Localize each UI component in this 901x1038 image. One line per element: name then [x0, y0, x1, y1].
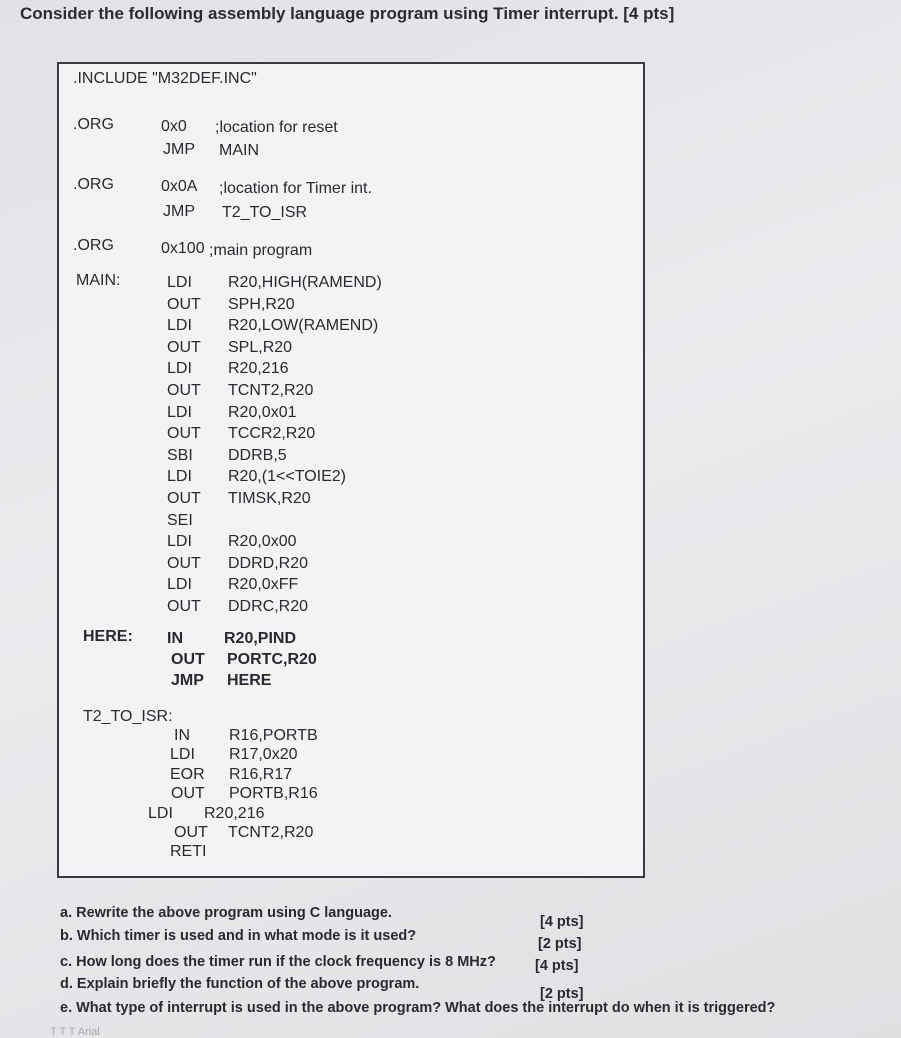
instruction-operand: DDRB,5 — [228, 446, 287, 464]
points-badge: [4 pts] — [540, 914, 584, 930]
instruction-operand: R20,HIGH(RAMEND) — [228, 274, 382, 291]
org-comment: ;main program — [209, 242, 313, 259]
instruction-op: LDI — [148, 804, 173, 822]
instruction-operand: DDRD,R20 — [228, 554, 309, 572]
jmp-op: JMP — [163, 141, 195, 158]
instruction-operand: TCNT2,R20 — [228, 824, 314, 841]
instruction-op: OUT — [167, 382, 201, 399]
instruction-operand: R16,PORTB — [229, 727, 318, 744]
here-label: HERE: — [83, 628, 133, 645]
code-box — [57, 62, 645, 878]
instruction-op: SBI — [167, 446, 193, 464]
instruction-op: OUT — [167, 338, 201, 356]
instruction-operand: TCNT2,R20 — [228, 382, 314, 399]
instruction-op: OUT — [171, 651, 205, 668]
instruction-operand: R20,(1<<TOIE2) — [228, 468, 346, 486]
org-comment: ;location for reset — [215, 119, 338, 136]
main-label: MAIN: — [76, 272, 121, 289]
instruction-op: LDI — [167, 533, 192, 551]
instruction-op: LDI — [167, 403, 192, 421]
instruction-op: JMP — [171, 672, 204, 689]
org-directive: .ORG — [73, 116, 114, 133]
instruction-operand: TIMSK,R20 — [228, 490, 311, 507]
instruction-op: OUT — [167, 490, 201, 507]
question-title: Consider the following assembly language program using Timer interrupt. [4 pts] — [20, 4, 675, 23]
org-comment: ;location for Timer int. — [219, 180, 372, 197]
question-item: b. Which timer is used and in what mode is it used? — [60, 928, 417, 944]
instruction-op: LDI — [167, 576, 192, 594]
instruction-operand: TCCR2,R20 — [228, 425, 316, 443]
instruction-op: EOR — [170, 765, 205, 783]
instruction-op: LDI — [167, 317, 192, 335]
instruction-operand: R20,PIND — [224, 630, 297, 647]
instruction-operand: DDRC,R20 — [228, 598, 309, 615]
org-directive: .ORG — [73, 237, 114, 254]
instruction-operand: R17,0x20 — [229, 746, 298, 764]
instruction-operand: R20,0x01 — [228, 403, 297, 421]
isr-label: T2_TO_ISR: — [83, 708, 173, 725]
jmp-arg: T2_TO_ISR — [222, 204, 308, 221]
instruction-operand: R20,0xFF — [228, 576, 299, 594]
instruction-operand: SPL,R20 — [228, 338, 293, 356]
instruction-operand: PORTB,R16 — [229, 785, 318, 803]
instruction-operand: R20,216 — [228, 360, 289, 378]
points-badge: [2 pts] — [540, 986, 584, 1002]
instruction-operand: SPH,R20 — [228, 295, 295, 313]
instruction-op: IN — [174, 727, 190, 744]
instruction-op: LDI — [170, 746, 195, 764]
instruction-op: OUT — [174, 824, 208, 841]
instruction-op: LDI — [167, 468, 192, 486]
org-address: 0x0 — [161, 118, 187, 135]
instruction-op: OUT — [167, 554, 201, 572]
instruction-op: OUT — [167, 295, 201, 313]
points-badge: [2 pts] — [538, 936, 582, 952]
instruction-op: OUT — [167, 425, 201, 443]
org-address: 0x100 — [161, 240, 205, 257]
question-item: c. How long does the timer run if the clock frequency is 8 MHz? — [60, 954, 496, 970]
question-item: d. Explain briefly the function of the above program. — [60, 976, 420, 992]
instruction-op: LDI — [167, 274, 192, 291]
jmp-op: JMP — [163, 203, 195, 220]
include-directive: .INCLUDE "M32DEF.INC" — [73, 70, 257, 87]
instruction-operand: HERE — [227, 672, 272, 689]
instruction-op: SEI — [167, 511, 193, 529]
points-badge: [4 pts] — [535, 958, 579, 974]
org-directive: .ORG — [73, 176, 114, 193]
jmp-arg: MAIN — [219, 142, 259, 159]
instruction-op: IN — [167, 630, 183, 647]
instruction-operand: R20,0x00 — [228, 533, 297, 551]
instruction-op: LDI — [167, 360, 192, 378]
question-item: e. What type of interrupt is used in the above program? What does the interrupt do when it is triggered? — [60, 1000, 776, 1016]
instruction-operand: R20,LOW(RAMEND) — [228, 317, 379, 335]
instruction-operand: R16,R17 — [229, 765, 293, 783]
org-address: 0x0A — [161, 178, 198, 195]
instruction-operand: PORTC,R20 — [227, 651, 317, 668]
toolbar-remnant: T T T Arial — [50, 1026, 100, 1038]
instruction-op: OUT — [167, 598, 201, 615]
question-item: a. Rewrite the above program using C language. — [60, 905, 392, 921]
instruction-op: OUT — [171, 785, 205, 803]
instruction-operand: R20,216 — [204, 804, 265, 822]
instruction-op: RETI — [170, 843, 207, 861]
